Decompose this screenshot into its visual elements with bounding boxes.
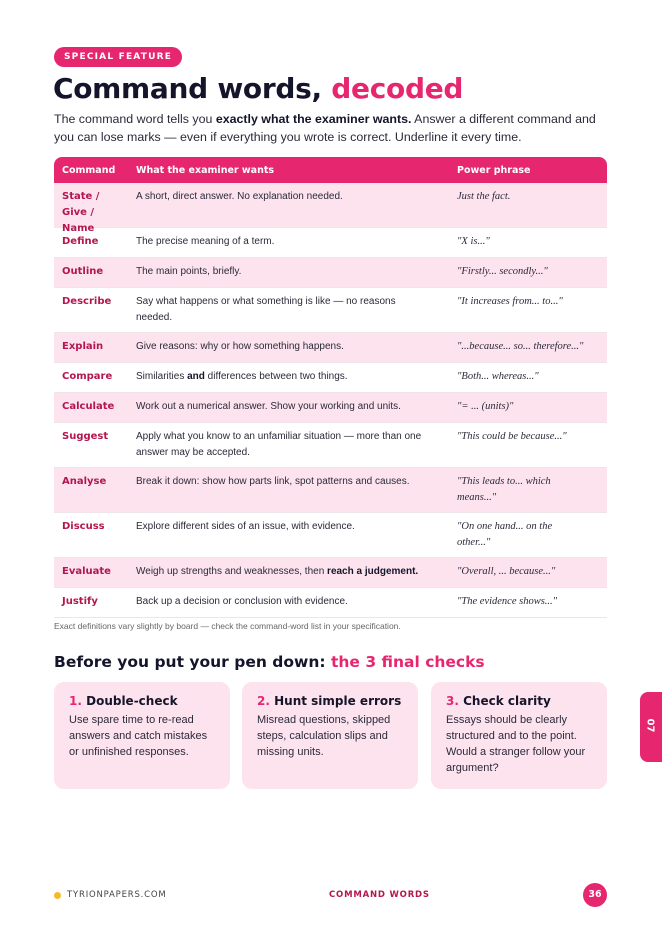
command-words-table xyxy=(54,157,607,618)
checks-heading xyxy=(54,653,485,671)
table-header xyxy=(54,157,607,183)
row-want: Apply what you know to an unfamiliar situation — more than one answer may be accepted. xyxy=(136,431,422,458)
title-main: Command words, xyxy=(53,72,322,105)
row-command: Suggest xyxy=(62,431,109,442)
row-want: Say what happens or what something is like — no reasons needed. xyxy=(136,296,396,323)
chapter-number: 07 xyxy=(644,718,656,733)
row-want: Explore different sides of an issue, with evidence. xyxy=(136,521,355,532)
title-accent: decoded xyxy=(331,72,464,105)
row-want xyxy=(136,558,457,587)
row-want: A short, direct answer. No explanation needed. xyxy=(136,191,343,202)
card-number: 3. xyxy=(446,694,459,708)
card-title xyxy=(69,694,215,708)
row-command: Explain xyxy=(62,341,104,352)
want-after: differences between two things. xyxy=(204,371,348,382)
table-footnote: Exact definitions vary slightly by board — check the command-word list in your specification. xyxy=(54,621,401,631)
row-command: Outline xyxy=(62,266,104,277)
row-phrase: "The evidence shows..." xyxy=(457,596,558,607)
row-phrase: "This leads to... which means..." xyxy=(457,476,551,503)
footer-site xyxy=(54,890,167,900)
row-phrase: Just the fact. xyxy=(457,191,511,202)
check-card-double-check xyxy=(54,682,230,789)
footer-dot-icon xyxy=(54,892,61,899)
table-row xyxy=(54,288,607,333)
row-command: Evaluate xyxy=(62,566,111,577)
row-want: Back up a decision or conclusion with evidence. xyxy=(136,596,348,607)
intro-bold: exactly what the examiner wants. xyxy=(215,112,412,126)
row-phrase: "...because... so... therefore..." xyxy=(457,341,584,352)
card-body: Use spare time to re-read answers and catch mistakes or unfinished responses. xyxy=(69,714,208,758)
row-command: Calculate xyxy=(62,401,115,412)
intro-before: The command word tells you xyxy=(54,112,216,126)
intro-after: Answer a different command and you can lose marks — even if everything you wrote is correct. Underline it every time. xyxy=(54,112,596,144)
card-title-text: Double-check xyxy=(86,694,178,708)
table-row xyxy=(54,393,607,423)
table-row xyxy=(54,513,607,558)
card-title xyxy=(446,694,592,708)
row-command: Define xyxy=(62,236,99,247)
checks-heading-accent: the 3 final checks xyxy=(330,653,485,671)
row-command: Justify xyxy=(62,596,98,607)
table-row xyxy=(54,258,607,288)
row-phrase: "Firstly... secondly..." xyxy=(457,266,548,277)
table-row xyxy=(54,333,607,363)
checks-heading-main: Before you put your pen down: xyxy=(54,653,326,671)
row-want: Work out a numerical answer. Show your working and units. xyxy=(136,401,401,412)
row-command: State / Give / Name xyxy=(62,191,100,234)
header-phrase: Power phrase xyxy=(457,164,531,176)
card-title xyxy=(257,694,403,708)
table-row xyxy=(54,423,607,468)
header-command: Command xyxy=(62,164,116,176)
check-card-hunt-errors xyxy=(242,682,418,789)
row-phrase: "Overall, ... because..." xyxy=(457,566,556,577)
header-want: What the examiner wants xyxy=(136,164,275,176)
row-want: Break it down: show how parts link, spot patterns and causes. xyxy=(136,476,410,487)
row-phrase: "This could be because..." xyxy=(457,431,567,442)
intro-paragraph xyxy=(54,110,614,146)
row-command: Compare xyxy=(62,371,113,382)
row-phrase: "On one hand... on the other..." xyxy=(457,521,553,548)
want-before: Weigh up strengths and weaknesses, then xyxy=(136,566,328,577)
row-phrase: "= ... (units)" xyxy=(457,401,514,412)
footer-section: COMMAND WORDS xyxy=(329,890,430,900)
row-command: Discuss xyxy=(62,521,105,532)
row-phrase: "It increases from... to..." xyxy=(457,296,563,307)
row-want: The main points, briefly. xyxy=(136,266,242,277)
card-body: Essays should be clearly structured and to the point. Would a stranger follow your argument? xyxy=(446,714,586,774)
page-title xyxy=(53,72,463,105)
card-body: Misread questions, skipped steps, calculation slips and missing units. xyxy=(257,714,391,758)
table-row xyxy=(54,588,607,618)
row-want: Give reasons: why or how something happens. xyxy=(136,341,344,352)
row-command: Analyse xyxy=(62,476,107,487)
row-want xyxy=(136,363,457,392)
table-row xyxy=(54,468,607,513)
row-phrase: "Both... whereas..." xyxy=(457,371,539,382)
row-want: The precise meaning of a term. xyxy=(136,236,275,247)
check-card-clarity xyxy=(431,682,607,789)
special-feature-badge: SPECIAL FEATURE xyxy=(54,47,182,67)
row-command: Describe xyxy=(62,296,112,307)
table-row xyxy=(54,183,607,234)
card-number: 2. xyxy=(257,694,270,708)
card-number: 1. xyxy=(69,694,82,708)
table-row xyxy=(54,558,607,588)
card-title-text: Check clarity xyxy=(463,694,551,708)
want-bold: reach a judgement. xyxy=(327,566,419,577)
page-number: 36 xyxy=(583,883,607,907)
card-title-text: Hunt simple errors xyxy=(274,694,402,708)
want-bold: and xyxy=(187,371,205,382)
footer-site-label: TYRIONPAPERS.COM xyxy=(67,890,167,900)
chapter-side-tab xyxy=(640,692,662,762)
table-row xyxy=(54,228,607,258)
table-row xyxy=(54,363,607,393)
row-phrase: "X is..." xyxy=(457,236,490,247)
want-before: Similarities xyxy=(136,371,188,382)
